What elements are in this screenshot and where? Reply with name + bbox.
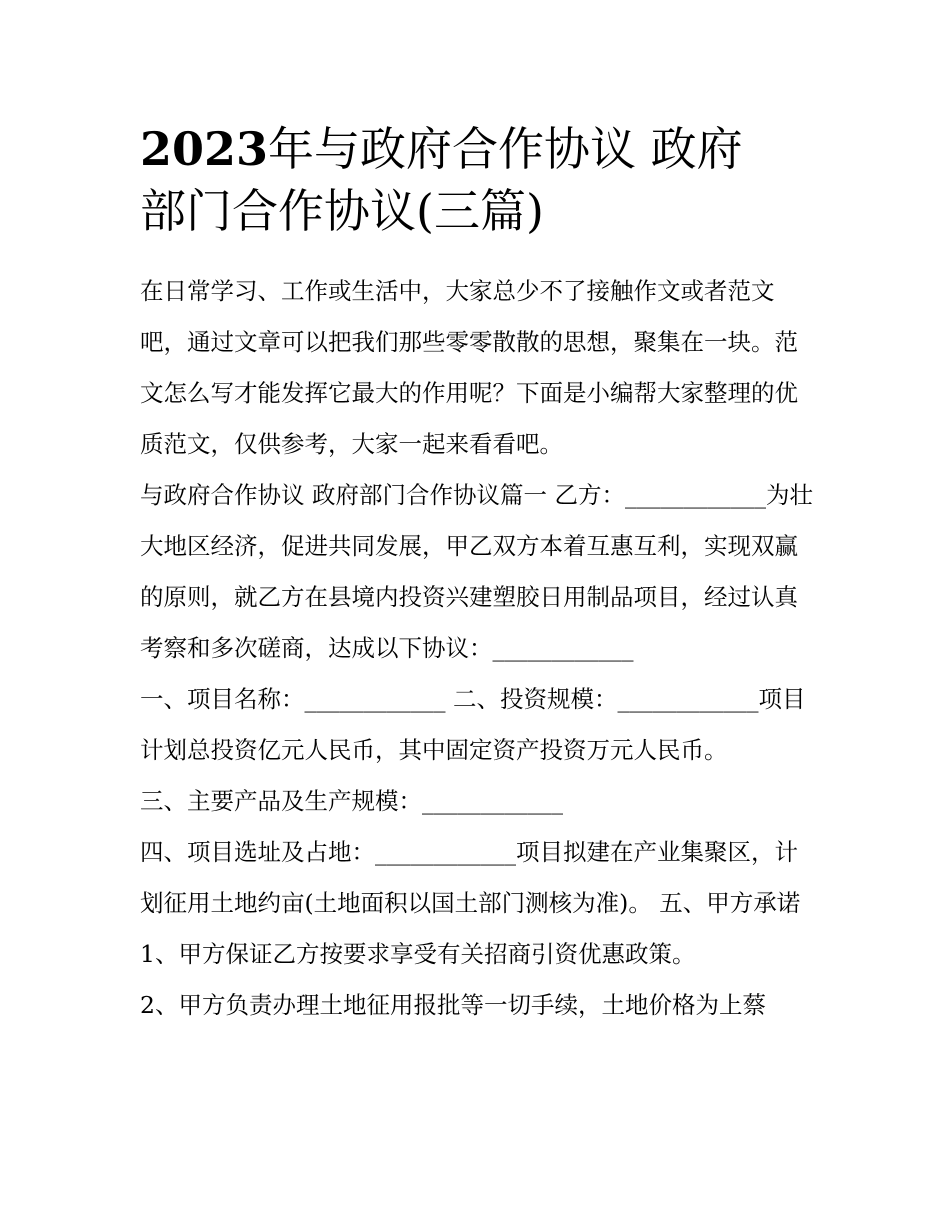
site-land-paragraph: 四、项目选址及占地：____________项目拟建在产业集聚区，计划征用土地约亩(土地面积以国土部门测核为准)。 五、甲方承诺 xyxy=(140,838,801,917)
title-line2: 部门合作协议(三篇) xyxy=(140,184,544,238)
document-title xyxy=(140,118,820,242)
commitment-item-1: 1、甲方保证乙方按要求享受有关招商引资优惠政策。 xyxy=(140,940,696,968)
document-page xyxy=(140,118,820,1031)
intro-paragraph: 在日常学习、工作或生活中，大家总少不了接触作文或者范文吧，通过文章可以把我们那些零零散散的思想，聚集在一块。范文怎么写才能发挥它最大的作用呢？下面是小编帮大家整理的优质范文，仅供参考，大家一起来看看吧。 xyxy=(140,277,798,458)
title-line1-rest: 年与政府合作协议 政府 xyxy=(268,122,743,176)
title-year: 2023 xyxy=(140,122,269,176)
agreement-preamble-paragraph: 与政府合作协议 政府部门合作协议篇一 乙方：____________为壮大地区经济，促进共同发展，甲乙双方本着互惠互利，实现双赢的原则，就乙方在县境内投资兴建塑胶日用制品项目，经过认真考察和多次磋商，达成以下协议：____________ xyxy=(140,481,813,662)
products-paragraph: 三、主要产品及生产规模：____________ xyxy=(140,787,563,815)
commitment-item-2: 2、甲方负责办理土地征用报批等一切手续，土地价格为上蔡 xyxy=(140,991,766,1019)
project-name-scale-paragraph: 一、项目名称：____________ 二、投资规模：____________项目计划总投资亿元人民币，其中固定资产投资万元人民币。 xyxy=(140,685,806,764)
document-body xyxy=(140,266,820,1031)
